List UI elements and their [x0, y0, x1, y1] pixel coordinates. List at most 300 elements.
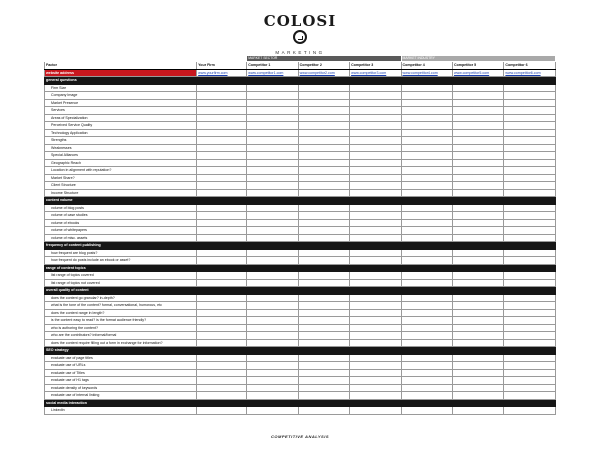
entry-cell[interactable] [504, 392, 556, 400]
entry-cell[interactable] [247, 377, 298, 385]
entry-cell[interactable] [452, 159, 503, 167]
factor-row [45, 137, 556, 145]
column-header: Your Firm [197, 62, 247, 70]
entry-cell[interactable] [401, 384, 452, 392]
entry-cell[interactable] [401, 317, 452, 325]
entry-cell[interactable] [350, 182, 401, 190]
entry-cell[interactable] [350, 249, 401, 257]
entry-cell[interactable] [298, 107, 349, 115]
entry-cell[interactable] [298, 377, 349, 385]
entry-cell[interactable] [247, 129, 298, 137]
entry-cell[interactable] [401, 212, 452, 220]
entry-cell[interactable] [504, 294, 556, 302]
entry-cell[interactable] [197, 129, 247, 137]
factor-row [45, 302, 556, 310]
entry-cell[interactable] [452, 317, 503, 325]
entry-cell[interactable] [350, 204, 401, 212]
factor-row [45, 234, 556, 242]
entry-cell[interactable] [350, 302, 401, 310]
entry-cell[interactable] [504, 152, 556, 160]
entry-cell[interactable] [401, 84, 452, 92]
entry-cell[interactable] [197, 144, 247, 152]
website-link[interactable]: www.competitor3.com [350, 69, 401, 77]
entry-cell[interactable] [197, 309, 247, 317]
competitive-analysis-table [44, 55, 556, 415]
entry-cell[interactable] [401, 99, 452, 107]
entry-cell[interactable] [197, 354, 247, 362]
entry-cell[interactable] [401, 234, 452, 242]
entry-cell[interactable] [504, 159, 556, 167]
entry-cell[interactable] [350, 272, 401, 280]
entry-cell[interactable] [504, 92, 556, 100]
entry-cell[interactable] [247, 167, 298, 175]
entry-cell[interactable] [350, 167, 401, 175]
entry-cell[interactable] [504, 384, 556, 392]
entry-cell[interactable] [504, 174, 556, 182]
entry-cell[interactable] [401, 174, 452, 182]
entry-cell[interactable] [247, 317, 298, 325]
entry-cell[interactable] [247, 279, 298, 287]
entry-cell[interactable] [298, 92, 349, 100]
entry-cell[interactable] [452, 309, 503, 317]
entry-cell[interactable] [247, 137, 298, 145]
factor-row [45, 317, 556, 325]
entry-cell[interactable] [197, 152, 247, 160]
entry-cell[interactable] [452, 107, 503, 115]
entry-cell[interactable] [452, 189, 503, 197]
entry-cell[interactable] [401, 309, 452, 317]
entry-cell[interactable] [247, 182, 298, 190]
entry-cell[interactable] [247, 114, 298, 122]
entry-cell[interactable] [298, 279, 349, 287]
entry-cell[interactable] [452, 227, 503, 235]
entry-cell[interactable] [401, 294, 452, 302]
entry-cell[interactable] [350, 362, 401, 370]
website-link[interactable]: www.competitor4.com [401, 69, 452, 77]
entry-cell[interactable] [247, 227, 298, 235]
entry-cell[interactable] [298, 144, 349, 152]
entry-cell[interactable] [401, 227, 452, 235]
entry-cell[interactable] [197, 114, 247, 122]
entry-cell[interactable] [452, 332, 503, 340]
entry-cell[interactable] [350, 324, 401, 332]
entry-cell[interactable] [197, 212, 247, 220]
entry-cell[interactable] [247, 249, 298, 257]
entry-cell[interactable] [350, 354, 401, 362]
entry-cell[interactable] [298, 309, 349, 317]
entry-cell[interactable] [197, 257, 247, 265]
entry-cell[interactable] [401, 392, 452, 400]
entry-cell[interactable] [298, 204, 349, 212]
column-header: Factor [45, 62, 197, 70]
entry-cell[interactable] [452, 99, 503, 107]
entry-cell[interactable] [298, 137, 349, 145]
entry-cell[interactable] [401, 129, 452, 137]
entry-cell[interactable] [298, 249, 349, 257]
entry-cell[interactable] [401, 137, 452, 145]
entry-cell[interactable] [298, 129, 349, 137]
entry-cell[interactable] [504, 377, 556, 385]
entry-cell[interactable] [452, 144, 503, 152]
entry-cell[interactable] [247, 302, 298, 310]
entry-cell[interactable] [298, 407, 349, 415]
entry-cell[interactable] [298, 384, 349, 392]
entry-cell[interactable] [452, 204, 503, 212]
entry-cell[interactable] [401, 369, 452, 377]
logo-name: COLOSI [263, 12, 337, 30]
entry-cell[interactable] [452, 122, 503, 130]
entry-cell[interactable] [350, 227, 401, 235]
entry-cell[interactable] [401, 332, 452, 340]
entry-cell[interactable] [247, 294, 298, 302]
entry-cell[interactable] [350, 212, 401, 220]
entry-cell[interactable] [401, 377, 452, 385]
entry-cell[interactable] [504, 122, 556, 130]
entry-cell[interactable] [350, 174, 401, 182]
entry-cell[interactable] [350, 407, 401, 415]
entry-cell[interactable] [350, 332, 401, 340]
factor-label: Company Image [45, 92, 197, 100]
entry-cell[interactable] [504, 114, 556, 122]
entry-cell[interactable] [197, 219, 247, 227]
factor-row [45, 174, 556, 182]
entry-cell[interactable] [298, 324, 349, 332]
entry-cell[interactable] [452, 212, 503, 220]
entry-cell[interactable] [298, 317, 349, 325]
website-link[interactable]: www.competitor1.com [247, 69, 298, 77]
entry-cell[interactable] [247, 369, 298, 377]
entry-cell[interactable] [350, 92, 401, 100]
entry-cell[interactable] [452, 279, 503, 287]
entry-cell[interactable] [350, 279, 401, 287]
entry-cell[interactable] [504, 129, 556, 137]
entry-cell[interactable] [350, 309, 401, 317]
factor-label: evaluate use of page titles [45, 354, 197, 362]
entry-cell[interactable] [452, 362, 503, 370]
entry-cell[interactable] [452, 369, 503, 377]
entry-cell[interactable] [504, 99, 556, 107]
entry-cell[interactable] [401, 407, 452, 415]
entry-cell[interactable] [197, 294, 247, 302]
factor-label: Market Share? [45, 174, 197, 182]
entry-cell[interactable] [401, 339, 452, 347]
entry-cell[interactable] [350, 152, 401, 160]
entry-cell[interactable] [504, 257, 556, 265]
entry-cell[interactable] [298, 294, 349, 302]
entry-cell[interactable] [401, 152, 452, 160]
entry-cell[interactable] [298, 332, 349, 340]
entry-cell[interactable] [401, 249, 452, 257]
entry-cell[interactable] [452, 302, 503, 310]
entry-cell[interactable] [247, 407, 298, 415]
entry-cell[interactable] [247, 339, 298, 347]
entry-cell[interactable] [350, 234, 401, 242]
entry-cell[interactable] [504, 234, 556, 242]
entry-cell[interactable] [504, 354, 556, 362]
entry-cell[interactable] [197, 99, 247, 107]
entry-cell[interactable] [401, 107, 452, 115]
website-link[interactable]: www.competitor6.com [504, 69, 556, 77]
entry-cell[interactable] [452, 384, 503, 392]
entry-cell[interactable] [452, 182, 503, 190]
entry-cell[interactable] [504, 249, 556, 257]
entry-cell[interactable] [197, 272, 247, 280]
entry-cell[interactable] [401, 189, 452, 197]
factor-label: evaluate use of internal linking [45, 392, 197, 400]
factor-label: what is the tone of the content? formal, conversational, humorous, etc [45, 302, 197, 310]
entry-cell[interactable] [298, 122, 349, 130]
entry-cell[interactable] [247, 99, 298, 107]
entry-cell[interactable] [452, 407, 503, 415]
entry-cell[interactable] [504, 332, 556, 340]
entry-cell[interactable] [350, 84, 401, 92]
entry-cell[interactable] [298, 174, 349, 182]
entry-cell[interactable] [247, 92, 298, 100]
entry-cell[interactable] [298, 392, 349, 400]
entry-cell[interactable] [197, 384, 247, 392]
entry-cell[interactable] [197, 249, 247, 257]
entry-cell[interactable] [401, 272, 452, 280]
entry-cell[interactable] [504, 144, 556, 152]
entry-cell[interactable] [247, 257, 298, 265]
website-link[interactable]: www.competitor2.com [298, 69, 349, 77]
website-label: website address [45, 69, 197, 77]
entry-cell[interactable] [504, 309, 556, 317]
entry-cell[interactable] [504, 189, 556, 197]
entry-cell[interactable] [197, 107, 247, 115]
entry-cell[interactable] [298, 114, 349, 122]
entry-cell[interactable] [504, 182, 556, 190]
entry-cell[interactable] [197, 339, 247, 347]
entry-cell[interactable] [197, 369, 247, 377]
entry-cell[interactable] [452, 137, 503, 145]
entry-cell[interactable] [401, 204, 452, 212]
factor-row [45, 377, 556, 385]
entry-cell[interactable] [401, 167, 452, 175]
entry-cell[interactable] [298, 354, 349, 362]
entry-cell[interactable] [197, 92, 247, 100]
entry-cell[interactable] [504, 204, 556, 212]
entry-cell[interactable] [247, 324, 298, 332]
factor-row [45, 99, 556, 107]
factor-row [45, 384, 556, 392]
entry-cell[interactable] [298, 339, 349, 347]
factor-label: list range of topics not covered [45, 279, 197, 287]
entry-cell[interactable] [350, 189, 401, 197]
entry-cell[interactable] [247, 84, 298, 92]
entry-cell[interactable] [197, 204, 247, 212]
entry-cell[interactable] [452, 92, 503, 100]
entry-cell[interactable] [298, 257, 349, 265]
entry-cell[interactable] [401, 302, 452, 310]
entry-cell[interactable] [452, 354, 503, 362]
entry-cell[interactable] [401, 182, 452, 190]
entry-cell[interactable] [298, 234, 349, 242]
entry-cell[interactable] [504, 369, 556, 377]
entry-cell[interactable] [401, 159, 452, 167]
entry-cell[interactable] [452, 152, 503, 160]
entry-cell[interactable] [452, 167, 503, 175]
entry-cell[interactable] [504, 272, 556, 280]
entry-cell[interactable] [350, 99, 401, 107]
entry-cell[interactable] [247, 392, 298, 400]
entry-cell[interactable] [197, 407, 247, 415]
entry-cell[interactable] [504, 227, 556, 235]
entry-cell[interactable] [452, 84, 503, 92]
entry-cell[interactable] [197, 122, 247, 130]
entry-cell[interactable] [247, 354, 298, 362]
entry-cell[interactable] [247, 189, 298, 197]
entry-cell[interactable] [350, 137, 401, 145]
entry-cell[interactable] [247, 122, 298, 130]
entry-cell[interactable] [401, 122, 452, 130]
entry-cell[interactable] [350, 369, 401, 377]
entry-cell[interactable] [401, 219, 452, 227]
entry-cell[interactable] [298, 272, 349, 280]
entry-cell[interactable] [504, 107, 556, 115]
entry-cell[interactable] [401, 279, 452, 287]
entry-cell[interactable] [452, 339, 503, 347]
entry-cell[interactable] [401, 324, 452, 332]
website-link[interactable]: www.competitor5.com [452, 69, 503, 77]
entry-cell[interactable] [298, 369, 349, 377]
entry-cell[interactable] [197, 302, 247, 310]
entry-cell[interactable] [350, 384, 401, 392]
entry-cell[interactable] [247, 219, 298, 227]
entry-cell[interactable] [197, 182, 247, 190]
entry-cell[interactable] [247, 384, 298, 392]
entry-cell[interactable] [247, 152, 298, 160]
entry-cell[interactable] [197, 317, 247, 325]
entry-cell[interactable] [452, 174, 503, 182]
entry-cell[interactable] [452, 392, 503, 400]
entry-cell[interactable] [197, 279, 247, 287]
entry-cell[interactable] [401, 114, 452, 122]
entry-cell[interactable] [452, 219, 503, 227]
entry-cell[interactable] [197, 227, 247, 235]
entry-cell[interactable] [298, 362, 349, 370]
entry-cell[interactable] [197, 332, 247, 340]
entry-cell[interactable] [401, 144, 452, 152]
entry-cell[interactable] [452, 294, 503, 302]
entry-cell[interactable] [247, 272, 298, 280]
entry-cell[interactable] [247, 234, 298, 242]
entry-cell[interactable] [504, 137, 556, 145]
entry-cell[interactable] [452, 324, 503, 332]
entry-cell[interactable] [504, 279, 556, 287]
factor-row [45, 182, 556, 190]
entry-cell[interactable] [197, 159, 247, 167]
entry-cell[interactable] [401, 257, 452, 265]
entry-cell[interactable] [298, 152, 349, 160]
entry-cell[interactable] [298, 212, 349, 220]
section-title: overall quality of content [45, 287, 556, 295]
entry-cell[interactable] [298, 159, 349, 167]
entry-cell[interactable] [247, 212, 298, 220]
entry-cell[interactable] [504, 407, 556, 415]
entry-cell[interactable] [350, 377, 401, 385]
factor-row [45, 84, 556, 92]
entry-cell[interactable] [350, 159, 401, 167]
entry-cell[interactable] [504, 339, 556, 347]
entry-cell[interactable] [401, 92, 452, 100]
entry-cell[interactable] [350, 219, 401, 227]
entry-cell[interactable] [298, 99, 349, 107]
entry-cell[interactable] [504, 219, 556, 227]
factor-label: Firm Size [45, 84, 197, 92]
entry-cell[interactable] [197, 324, 247, 332]
entry-cell[interactable] [452, 114, 503, 122]
entry-cell[interactable] [504, 167, 556, 175]
entry-cell[interactable] [298, 302, 349, 310]
entry-cell[interactable] [247, 204, 298, 212]
entry-cell[interactable] [504, 212, 556, 220]
entry-cell[interactable] [197, 362, 247, 370]
factor-label: Geographic Reach [45, 159, 197, 167]
entry-cell[interactable] [197, 392, 247, 400]
entry-cell[interactable] [298, 84, 349, 92]
entry-cell[interactable] [197, 84, 247, 92]
factor-label: does the content go granular? in-depth? [45, 294, 197, 302]
entry-cell[interactable] [504, 324, 556, 332]
entry-cell[interactable] [197, 167, 247, 175]
entry-cell[interactable] [504, 317, 556, 325]
entry-cell[interactable] [298, 182, 349, 190]
entry-cell[interactable] [247, 107, 298, 115]
entry-cell[interactable] [197, 189, 247, 197]
entry-cell[interactable] [504, 362, 556, 370]
logo-mark-icon [293, 30, 307, 44]
entry-cell[interactable] [247, 174, 298, 182]
entry-cell[interactable] [350, 114, 401, 122]
entry-cell[interactable] [197, 234, 247, 242]
entry-cell[interactable] [247, 309, 298, 317]
entry-cell[interactable] [350, 129, 401, 137]
entry-cell[interactable] [350, 392, 401, 400]
entry-cell[interactable] [350, 294, 401, 302]
entry-cell[interactable] [452, 234, 503, 242]
entry-cell[interactable] [197, 174, 247, 182]
website-link[interactable]: www.yourfirm.com [197, 69, 247, 77]
entry-cell[interactable] [452, 129, 503, 137]
factor-label: evaluate use of URLs [45, 362, 197, 370]
entry-cell[interactable] [350, 339, 401, 347]
entry-cell[interactable] [298, 227, 349, 235]
entry-cell[interactable] [452, 272, 503, 280]
entry-cell[interactable] [298, 167, 349, 175]
entry-cell[interactable] [197, 377, 247, 385]
entry-cell[interactable] [452, 257, 503, 265]
entry-cell[interactable] [452, 249, 503, 257]
entry-cell[interactable] [504, 84, 556, 92]
entry-cell[interactable] [247, 159, 298, 167]
entry-cell[interactable] [247, 362, 298, 370]
entry-cell[interactable] [247, 144, 298, 152]
entry-cell[interactable] [504, 302, 556, 310]
entry-cell[interactable] [350, 122, 401, 130]
entry-cell[interactable] [298, 189, 349, 197]
entry-cell[interactable] [298, 219, 349, 227]
entry-cell[interactable] [452, 377, 503, 385]
entry-cell[interactable] [350, 107, 401, 115]
entry-cell[interactable] [350, 257, 401, 265]
entry-cell[interactable] [401, 354, 452, 362]
entry-cell[interactable] [247, 332, 298, 340]
entry-cell[interactable] [350, 317, 401, 325]
entry-cell[interactable] [401, 362, 452, 370]
entry-cell[interactable] [197, 137, 247, 145]
entry-cell[interactable] [350, 144, 401, 152]
